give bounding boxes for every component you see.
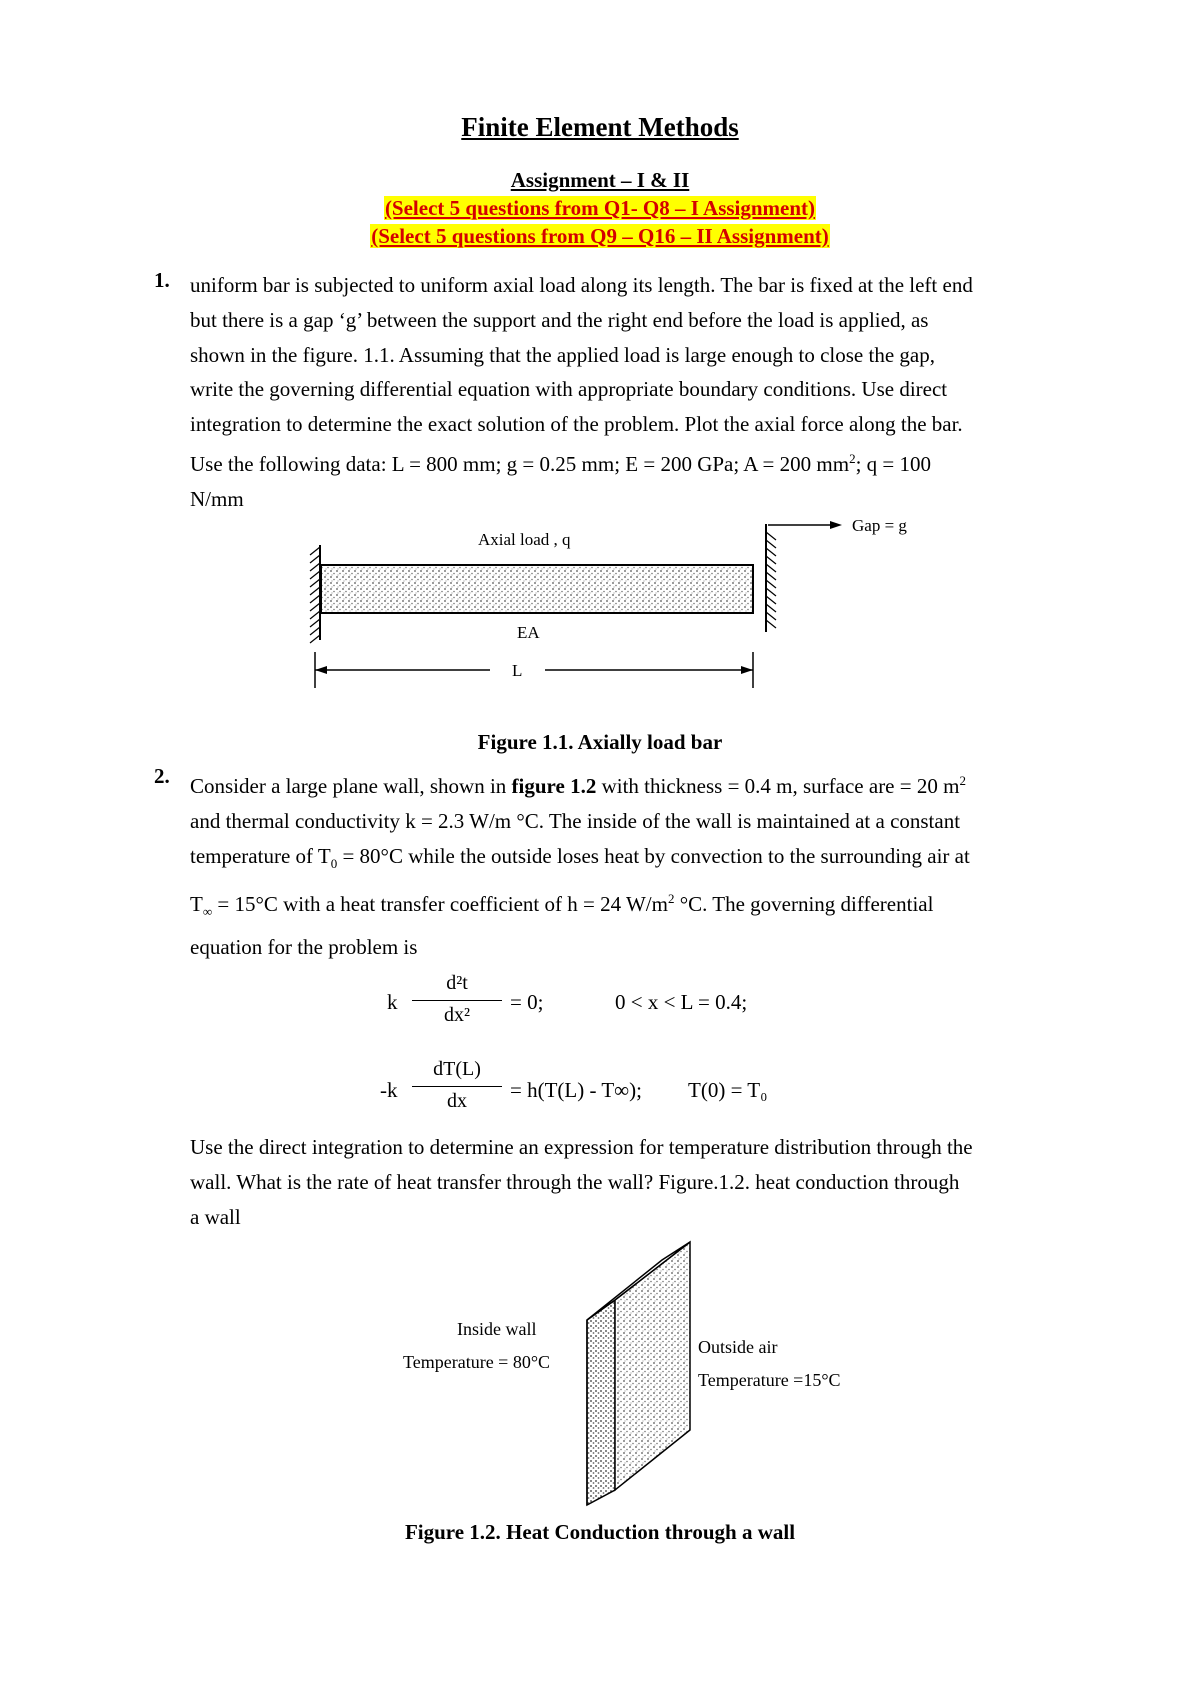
question-2-number: 2. bbox=[154, 764, 170, 788]
q2-text: with thickness = 0.4 m, surface are = 20 m bbox=[596, 774, 960, 798]
gap-arrowhead bbox=[830, 521, 842, 529]
q2-text: = 15°C with a heat transfer coefficient of h = 24 W/m bbox=[212, 891, 668, 916]
axial-load-label: Axial load , q bbox=[478, 530, 571, 549]
assignment-subtitle: Assignment – I & II bbox=[510, 168, 690, 192]
q1-data-sup: 2 bbox=[849, 450, 856, 466]
q2-text: = 80°C while the outside loses heat by convection to the surrounding air at bbox=[337, 843, 970, 868]
q1-line: but there is a gap ‘g’ between the support and the right end before the load is applied, as bbox=[190, 307, 929, 332]
q2-text: T bbox=[190, 891, 203, 916]
question-2-text bbox=[190, 764, 1102, 964]
q2-line bbox=[190, 882, 1102, 930]
question-2-instruction bbox=[190, 1130, 1102, 1234]
eq1-rhs: = 0; bbox=[510, 990, 544, 1014]
q1-line: integration to determine the exact solution of the problem. Plot the axial force along the bar. bbox=[190, 412, 963, 437]
q2-sub: ∞ bbox=[202, 903, 213, 919]
eq2-denominator: dx bbox=[447, 1090, 467, 1112]
caption-1-label: Figure 1.1 bbox=[477, 730, 569, 754]
gap-label: Gap = g bbox=[852, 516, 907, 535]
q2-line bbox=[190, 764, 1102, 804]
q1-data-text: Use the following data: L = 800 mm; g = 0.25 mm; E = 200 GPa; A = 200 mm bbox=[190, 451, 850, 476]
q1-line: N/mm bbox=[190, 486, 244, 511]
caption-1-text: . Axially load bar bbox=[568, 730, 723, 754]
q2-text: temperature of T bbox=[190, 843, 331, 868]
eq2-lhs: -k bbox=[380, 1078, 398, 1102]
dim-arrow-right bbox=[741, 666, 753, 674]
q2-sup: 2 bbox=[667, 890, 675, 906]
selection-note-2-text: (Select 5 questions from Q9 – Q16 – II Assignment) bbox=[371, 224, 829, 248]
eq1-denominator: dx² bbox=[444, 1004, 470, 1026]
q2-text: Consider a large plane wall, shown in bbox=[190, 774, 512, 798]
figure-axial-bar bbox=[300, 510, 920, 700]
eq1-domain: 0 < x < L = 0.4; bbox=[615, 990, 748, 1014]
q2-instruction-line: a wall bbox=[190, 1204, 241, 1229]
q2-line: equation for the problem is bbox=[190, 934, 418, 959]
q1-line-data bbox=[190, 442, 1102, 482]
eq2-bc: T(0) = T₀ bbox=[688, 1078, 768, 1102]
outside-temp-label: Temperature =15°C bbox=[698, 1370, 841, 1390]
caption-2-label: Figure 1.2 bbox=[404, 1520, 496, 1544]
eq1-fraction-bar bbox=[412, 1000, 502, 1001]
eq1-lhs: k bbox=[387, 990, 398, 1014]
q2-line: and thermal conductivity k = 2.3 W/m °C. The inside of the wall is maintained at a constant bbox=[190, 808, 961, 833]
left-wall-hatch bbox=[310, 547, 320, 643]
length-label: L bbox=[512, 661, 523, 680]
q2-instruction-line: Use the direct integration to determine an expression for temperature distribution through the bbox=[190, 1135, 973, 1159]
dim-arrow-left bbox=[315, 666, 327, 674]
q2-figure-ref: figure 1.2 bbox=[511, 774, 597, 798]
ea-label: EA bbox=[517, 623, 540, 642]
outside-air-label: Outside air bbox=[698, 1337, 778, 1357]
q2-line bbox=[190, 839, 1102, 882]
q2-sup: 2 bbox=[959, 773, 966, 788]
question-1-number: 1. bbox=[154, 268, 170, 292]
q1-line: shown in the figure. 1.1. Assuming that the applied load is large enough to close the gap, bbox=[190, 342, 935, 367]
q2-sub: 0 bbox=[330, 855, 338, 871]
q2-text: °C. The governing differential bbox=[674, 891, 934, 916]
bar-body bbox=[321, 565, 753, 613]
figure-plane-wall bbox=[395, 1230, 895, 1510]
eq2-numerator: dT(L) bbox=[433, 1058, 481, 1080]
eq2-fraction-bar bbox=[412, 1086, 502, 1087]
figure-1-2-caption bbox=[0, 1520, 1200, 1545]
figure-1-1-caption bbox=[0, 730, 1200, 755]
eq2-rhs: = h(T(L) - T∞); bbox=[510, 1078, 642, 1102]
inside-temp-label: Temperature = 80°C bbox=[403, 1352, 551, 1372]
wall-side-face bbox=[615, 1242, 690, 1490]
selection-note-1 bbox=[0, 196, 1200, 221]
q2-instruction-line: wall. What is the rate of heat transfer through the wall? Figure.1.2. heat conduction through bbox=[190, 1169, 960, 1194]
caption-2-text: . Heat Conduction through a wall bbox=[495, 1520, 796, 1544]
right-wall-hatch bbox=[766, 532, 776, 628]
eq1-numerator: d²t bbox=[446, 972, 468, 994]
selection-note-1-text: (Select 5 questions from Q1- Q8 – I Assignment) bbox=[384, 196, 816, 220]
document-title: Finite Element Methods bbox=[461, 112, 739, 142]
selection-note-2 bbox=[0, 224, 1200, 249]
wall-front-face bbox=[587, 1300, 615, 1505]
q1-data-text-end: ; q = 100 bbox=[855, 451, 931, 476]
question-1-text bbox=[190, 268, 1102, 517]
inside-wall-label: Inside wall bbox=[457, 1319, 537, 1339]
q1-line: uniform bar is subjected to uniform axial load along its length. The bar is fixed at the left end bbox=[190, 273, 973, 297]
q1-line: write the governing differential equation with appropriate boundary conditions. Use direct bbox=[190, 377, 948, 402]
